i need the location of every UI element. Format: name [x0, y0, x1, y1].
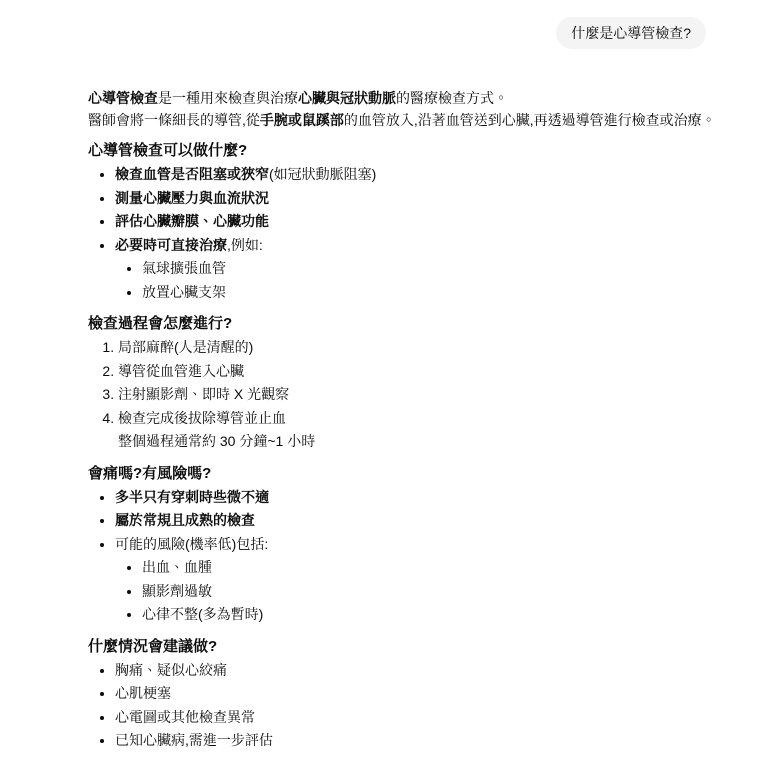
duration-note: 整個過程通常約 30 分鐘~1 小時 — [118, 433, 316, 449]
list-item — [115, 659, 773, 683]
list-item-text: 已知心臟病,需進一步評估 — [115, 732, 273, 748]
step-item-text: 注射顯影劑、即時 X 光觀察 — [118, 386, 290, 402]
user-message-bubble — [556, 17, 706, 49]
sub-list-item — [142, 281, 773, 305]
what-sub-list — [115, 257, 773, 304]
list-item-text: (如冠狀動脈阻塞) — [269, 166, 377, 182]
list-item-text: 心肌梗塞 — [115, 685, 171, 701]
section-heading-what: 心導管檢查可以做什麼? — [88, 142, 248, 159]
list-item — [115, 509, 773, 533]
list-item — [115, 187, 773, 211]
what-list — [88, 163, 773, 304]
sub-list-item — [142, 257, 773, 281]
intro-paragraph — [88, 87, 773, 131]
when-list — [88, 659, 773, 753]
list-item — [115, 486, 773, 510]
user-message-text: 什麼是心導管檢查? — [571, 25, 691, 41]
list-item — [115, 682, 773, 706]
list-item-text: 心電圖或其他檢查異常 — [115, 708, 255, 725]
intro-term-bold: 心導管檢查 — [88, 90, 158, 106]
intro-term-bold: 手腕或鼠蹊部 — [259, 112, 344, 128]
intro-text: 的血管放入,沿著血管送到心臟,再透過導管進行檢查或治療。 — [343, 112, 716, 128]
list-item-text: ,例如: — [227, 236, 263, 253]
list-item — [115, 729, 773, 753]
step-item — [118, 360, 773, 384]
process-list — [88, 336, 773, 454]
sub-list-item — [142, 556, 773, 580]
sub-list-item-text: 放置心臟支架 — [142, 283, 226, 300]
list-item — [115, 706, 773, 730]
step-item-text: 局部麻醉(人是清醒的) — [118, 339, 254, 355]
list-item-bold: 屬於常規且成熟的檢查 — [115, 512, 255, 528]
list-item-bold: 評估心臟瓣膜、心臟功能 — [115, 213, 269, 229]
intro-text: 醫師會將一條細長的導管,從 — [88, 112, 260, 128]
intro-term-bold: 心臟與冠狀動脈 — [298, 90, 396, 106]
list-item-bold: 檢查血管是否阻塞或狹窄 — [115, 166, 269, 182]
step-item-text: 檢查完成後拔除導管並止血 — [118, 409, 286, 426]
sub-list-item-text: 氣球擴張血管 — [142, 260, 226, 276]
list-item — [115, 210, 773, 234]
list-item-bold: 多半只有穿刺時些微不適 — [115, 488, 269, 505]
list-item-bold: 測量心臟壓力與血流狀況 — [115, 189, 269, 206]
list-item-text: 可能的風險(機率低)包括: — [115, 535, 269, 552]
assistant-message — [88, 87, 773, 753]
section-heading-when: 什麼情況會建議做? — [88, 637, 218, 655]
intro-text: 的醫療檢查方式。 — [396, 90, 508, 106]
section-heading-process: 檢查過程會怎麼進行? — [88, 315, 233, 332]
user-message-row — [88, 17, 773, 49]
step-item-text: 導管從血管進入心臟 — [118, 362, 244, 379]
step-item — [118, 383, 773, 407]
sub-list-item-text: 出血、血腫 — [142, 559, 212, 575]
list-item — [115, 533, 773, 627]
sub-list-item — [142, 603, 773, 627]
risk-list — [88, 486, 773, 627]
step-item — [118, 336, 773, 360]
list-item — [115, 163, 773, 187]
risk-sub-list — [115, 556, 773, 627]
list-item-text: 胸痛、疑似心絞痛 — [115, 661, 227, 678]
section-heading-risk: 會痛嗎?有風險嗎? — [88, 464, 212, 482]
step-item — [118, 407, 773, 454]
intro-text: 是一種用來檢查與治療 — [158, 90, 298, 106]
sub-list-item-text: 心律不整(多為暫時) — [142, 606, 264, 622]
sub-list-item — [142, 580, 773, 604]
sub-list-item-text: 顯影劑過敏 — [142, 582, 212, 599]
list-item-bold: 必要時可直接治療 — [115, 236, 227, 253]
list-item — [115, 234, 773, 305]
